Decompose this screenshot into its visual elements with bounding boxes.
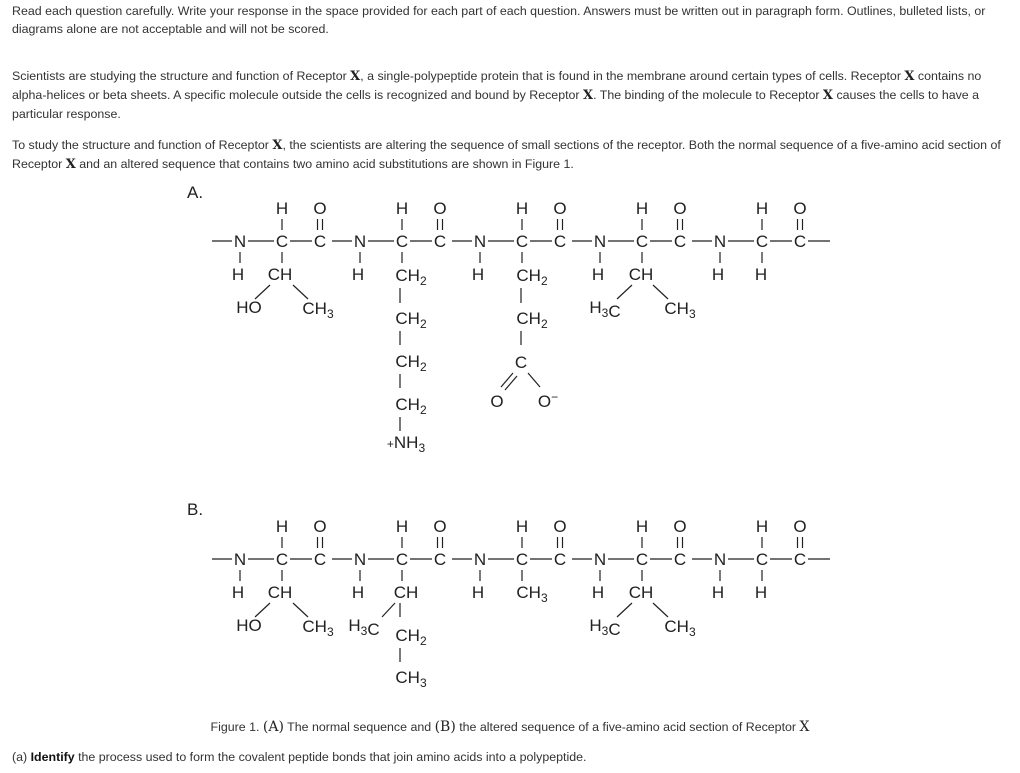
hydrogen-atom: H	[395, 517, 409, 536]
hydrogen-atom: H	[471, 583, 485, 602]
receptor-symbol: X	[799, 719, 810, 735]
methyl-group: $H_3C$	[589, 298, 621, 321]
alpha-carbon-atom: C	[515, 232, 529, 251]
oxygen-atom: O	[433, 517, 447, 536]
bond-line	[653, 285, 668, 299]
receptor-symbol: X	[65, 157, 76, 172]
carbonyl-carbon-atom: C	[793, 232, 807, 251]
bond-line	[382, 603, 395, 617]
alpha-carbon-atom: C	[755, 550, 769, 569]
alpha-carbon-atom: C	[635, 550, 649, 569]
methyl-group: $CH_3$	[664, 299, 696, 321]
p2-text-3: and an altered sequence that contains two amino acid substitutions are shown in Figure 1.	[75, 157, 574, 171]
hydrogen-atom: H	[755, 199, 769, 218]
hydrogen-atom: H	[754, 265, 768, 284]
bond-line	[528, 373, 540, 387]
alpha-carbon-atom: C	[275, 232, 289, 251]
hydrogen-atom: H	[471, 265, 485, 284]
nitrogen-atom: N	[233, 550, 247, 569]
question-part-a	[12, 750, 586, 764]
oxygen-atom: O	[553, 199, 567, 218]
carbonyl-carbon-atom: C	[433, 550, 447, 569]
side-chain-ch: CH	[267, 583, 293, 602]
double-bond-line	[501, 373, 513, 387]
p1-text-4: . The binding of the molecule to Receptor	[593, 88, 823, 102]
oxygen-atom: O	[673, 199, 687, 218]
receptor-symbol: X	[272, 138, 283, 153]
methyl-group: $CH_3$	[664, 617, 696, 639]
alpha-carbon-atom: C	[275, 550, 289, 569]
p1-text-2: , a single-polypeptide protein that is found in the membrane around certain types of cells. Receptor	[360, 69, 905, 83]
methyl-group: $CH_3$	[395, 668, 427, 690]
oxygen-atom: O	[433, 199, 447, 218]
hydrogen-atom: H	[395, 199, 409, 218]
oxygen-atom: O	[553, 517, 567, 536]
carbonyl-carbon-atom: C	[313, 232, 327, 251]
hydrogen-atom: H	[351, 583, 365, 602]
p2-text-1: To study the structure and function of Receptor	[12, 138, 273, 152]
figure-caption	[0, 719, 1020, 735]
bond-line	[255, 603, 270, 617]
side-chain-ch: CH	[393, 583, 419, 602]
carbonyl-carbon-atom: C	[673, 232, 687, 251]
hydroxyl-group: HO	[236, 298, 262, 317]
carbonyl-carbon-atom: C	[793, 550, 807, 569]
bond-line	[617, 285, 632, 299]
hydrogen-atom: H	[275, 199, 289, 218]
carbonyl-carbon-atom: C	[673, 550, 687, 569]
hydrogen-atom: H	[515, 517, 529, 536]
methylene-group: $CH_2$	[395, 266, 427, 288]
methyl-group: $H_3C$	[589, 616, 621, 639]
bond-line	[617, 603, 632, 617]
question-verb: Identify	[30, 750, 75, 764]
alpha-carbon-atom: C	[635, 232, 649, 251]
oxygen-atom: O	[313, 517, 327, 536]
hydrogen-atom: H	[711, 583, 725, 602]
bond-line	[255, 285, 270, 299]
carbonyl-carbon-atom: C	[433, 232, 447, 251]
p1-text-1: Scientists are studying the structure and function of Receptor	[12, 69, 351, 83]
nitrogen-atom: N	[473, 232, 487, 251]
methyl-group: $CH_3$	[302, 299, 334, 321]
ammonium-group: $^+NH_3$	[386, 433, 426, 455]
methylene-group: $CH_2$	[395, 395, 427, 417]
alpha-carbon-atom: C	[395, 232, 409, 251]
bond-line	[653, 603, 668, 617]
oxygen-atom: O	[673, 517, 687, 536]
carbonyl-carbon-atom: C	[313, 550, 327, 569]
question-prefix: (a)	[12, 750, 31, 764]
p1-text-5: causes the cells to have a particular response.	[12, 88, 980, 121]
question-text: the process used to form the covalent peptide bonds that join amino acids into a polypeptide.	[74, 750, 587, 764]
nitrogen-atom: N	[353, 550, 367, 569]
nitrogen-atom: N	[233, 232, 247, 251]
methyl-group: $CH_3$	[302, 617, 334, 639]
caption-b-marker: (B)	[434, 719, 456, 735]
hydrogen-atom: H	[635, 517, 649, 536]
hydrogen-atom: H	[711, 265, 725, 284]
side-chain-ch: CH	[267, 265, 293, 284]
carbonyl-carbon-atom: C	[553, 550, 567, 569]
hydrogen-atom: H	[591, 265, 605, 284]
receptor-symbol: X	[583, 88, 594, 103]
receptor-symbol: X	[350, 69, 361, 84]
nitrogen-atom: N	[713, 232, 727, 251]
methyl-group: $CH_3$	[516, 583, 548, 605]
bond-line	[293, 285, 308, 299]
methylene-group: $CH_2$	[516, 309, 548, 331]
alpha-carbon-atom: C	[755, 232, 769, 251]
caption-prefix: Figure 1.	[210, 720, 263, 734]
oxygen-atom: O	[793, 517, 807, 536]
caption-a-marker: (A)	[262, 719, 284, 735]
bond-line	[293, 603, 308, 617]
alpha-carbon-atom: C	[395, 550, 409, 569]
panel-label-b: B.	[187, 500, 204, 519]
side-chain-ch: CH	[628, 265, 654, 284]
nitrogen-atom: N	[353, 232, 367, 251]
panel-label-a: A.	[187, 183, 204, 202]
instructions-text: Read each question carefully. Write your response in the space provided for each part of each question. Answers must be written out in paragraph form. Outlines, bulleted lists, or diagrams alone are not acceptable and will not be scored.	[12, 4, 986, 36]
hydrogen-atom: H	[515, 199, 529, 218]
methylene-group: $CH_2$	[516, 266, 548, 288]
receptor-symbol: X	[904, 69, 915, 84]
hydrogen-atom: H	[754, 583, 768, 602]
receptor-symbol: X	[822, 88, 834, 103]
nitrogen-atom: N	[593, 550, 607, 569]
carboxyl-carbon: C	[514, 353, 528, 372]
double-bond-line	[505, 376, 517, 390]
nitrogen-atom: N	[713, 550, 727, 569]
methyl-group: $H_3C$	[348, 616, 380, 639]
methylene-group: $CH_2$	[395, 626, 427, 648]
carbonyl-carbon-atom: C	[553, 232, 567, 251]
nitrogen-atom: N	[593, 232, 607, 251]
nitrogen-atom: N	[473, 550, 487, 569]
hydrogen-atom: H	[351, 265, 365, 284]
p1-text-3: contains no alpha-helices or beta sheets. A specific molecule outside the cells is recognized and bound by Receptor	[12, 69, 982, 102]
side-chain-ch: CH	[628, 583, 654, 602]
hydrogen-atom: H	[231, 583, 245, 602]
caption-suffix: the altered sequence of a five-amino acid section of Receptor	[455, 720, 800, 734]
alpha-carbon-atom: C	[515, 550, 529, 569]
hydrogen-atom: H	[755, 517, 769, 536]
oxygen-atom: O	[313, 199, 327, 218]
carboxylate-oxygen: O−	[537, 390, 559, 411]
oxygen-atom: O	[490, 392, 504, 411]
hydrogen-atom: H	[275, 517, 289, 536]
caption-middle: The normal sequence and	[283, 720, 435, 734]
oxygen-atom: O	[793, 199, 807, 218]
hydrogen-atom: H	[591, 583, 605, 602]
hydrogen-atom: H	[231, 265, 245, 284]
methylene-group: $CH_2$	[395, 352, 427, 374]
methylene-group: $CH_2$	[395, 309, 427, 331]
hydrogen-atom: H	[635, 199, 649, 218]
p2-text-2: , the scientists are altering the sequence of small sections of the receptor. Both the normal sequence of a five-amino acid section of Receptor	[12, 138, 1001, 171]
hydroxyl-group: HO	[236, 616, 262, 635]
